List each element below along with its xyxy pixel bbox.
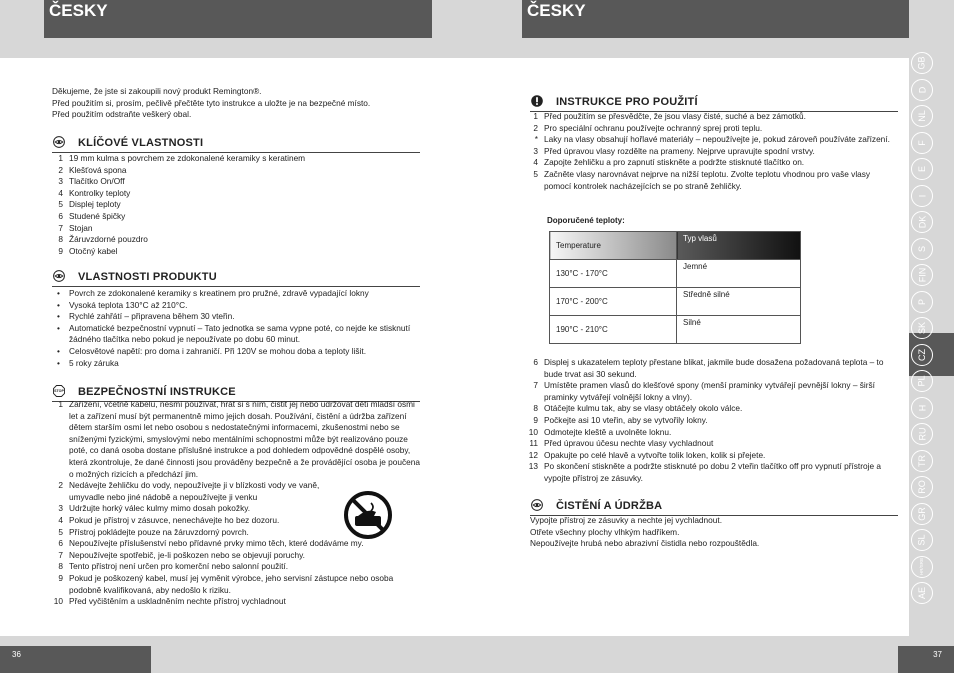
item-number: 1: [58, 153, 63, 163]
list-item: [52, 246, 420, 258]
language-code: S: [916, 245, 927, 252]
language-code: NL: [916, 110, 927, 122]
table-row: [550, 316, 801, 344]
list-item: [52, 153, 420, 165]
language-tab-cz[interactable]: [911, 344, 933, 366]
table-cell: 130°C - 170°C: [550, 260, 677, 288]
section-title: BEZPEČNOSTNÍ INSTRUKCE: [78, 386, 236, 398]
language-code: RO: [917, 480, 927, 494]
item-text: Zařízení, včetně kabelu, nesmí používat, hrát si s ním, čistit jej nebo udržovat děti mladší osmi let a zařízení musí být permanentně mimo jejich dosah. Používání, čistění a údržba zařízení dětem starším osmi let nebo osobou s nedostatečnými informacemi, zkušenostmi nebo se sníženými fyzickými, smyslovými nebo mentálními schopnostmi může být realizováno pouze poté, co daná osoba dostane příslušné instrukce a pod dohledem odpovědné dospělé osoby, která zkontroluje, že dané činnosti jsou prováděny bezpečně a že provádějící osoba je poučena o možných rizicích a předchází jim.: [69, 399, 421, 479]
list-item: [52, 550, 420, 562]
item-text: Displej teploty: [69, 199, 121, 210]
language-code: RU: [917, 427, 927, 441]
item-text: Klešťová spona: [69, 164, 127, 175]
section-product-features: [52, 268, 420, 287]
eye-icon: [531, 499, 543, 511]
list-item: [527, 461, 899, 484]
item-number: 9: [58, 572, 63, 583]
list-item: [527, 380, 899, 403]
item-number: 8: [533, 403, 538, 414]
section-key-features: [52, 134, 420, 153]
item-text: Displej s ukazatelem teploty přestane blikat, jakmile bude dosažena požadovaná teplota – to bude trvat asi 30 sekund.: [544, 357, 884, 379]
table-header-row: [550, 232, 801, 260]
list-item: [52, 480, 331, 503]
right-page-number: 37: [898, 646, 954, 673]
item-number: 4: [533, 157, 538, 168]
list-item: [52, 596, 420, 608]
item-number: 6: [58, 210, 63, 221]
section-cleaning: [530, 497, 898, 516]
item-text: Nepoužívejte příslušenství nebo přídavné prvky mimo těch, které dodáváme my.: [69, 538, 364, 549]
eye-icon: [53, 270, 65, 282]
language-code: FIN: [917, 267, 927, 283]
item-text: Otočný kabel: [69, 245, 118, 256]
item-text: Umístěte pramen vlasů do klešťové spony (menší praminky vytvářejí pevnější lokny – širší praminky vytvářejí volnější lokny a vlny).: [544, 380, 875, 402]
list-item: [527, 450, 899, 462]
item-number: 11: [529, 438, 538, 449]
item-number: 2: [58, 480, 63, 491]
language-tab-h[interactable]: [911, 397, 933, 419]
table-row: [550, 288, 801, 316]
bullet-item: • Celosvětové napětí: pro doma i zahraničí. Při 120V se mohou doba a teploty lišit.: [52, 346, 420, 358]
temperature-table: [549, 231, 801, 344]
item-number: 8: [58, 234, 63, 245]
language-tab-pl[interactable]: [911, 370, 933, 392]
language-code: CZ: [917, 348, 927, 361]
item-text: Udržujte horký válec kulmy mimo dosah pokožky.: [69, 503, 251, 514]
cleaning-line: Vypojte přístroj ze zásuvky a nechte jej vychladnout.: [530, 515, 723, 525]
item-text: Před úpravou účesu nechte vlasy vychladnout: [544, 438, 714, 449]
list-item: [527, 134, 899, 146]
table-cell: 190°C - 210°C: [550, 316, 677, 344]
language-code: SL: [916, 534, 927, 546]
language-tab-gr[interactable]: [911, 503, 933, 525]
section-title: INSTRUKCE PRO POUŽITÍ: [556, 96, 698, 108]
language-tab-i[interactable]: [911, 185, 933, 207]
bullet-item: • Vysoká teplota 130°C až 210°C.: [52, 300, 420, 312]
item-number: 2: [533, 122, 538, 133]
item-number: 8: [58, 561, 63, 572]
language-code: F: [917, 139, 927, 146]
language-code: DK: [916, 215, 927, 229]
key-features-list: [52, 153, 420, 257]
bullet-item: • Rychlé zahřátí – připravena během 30 vteřin.: [52, 311, 420, 323]
list-item: [52, 561, 420, 573]
no-water-icon: [343, 490, 393, 540]
language-tab-ro[interactable]: [911, 476, 933, 498]
item-text: Studené špičky: [69, 210, 126, 221]
list-item: [52, 515, 331, 527]
item-text: Zapojte žehličku a pro zapnutí stiskněte a podržte stisknuté tlačítko on.: [544, 157, 805, 168]
language-code: AE: [916, 586, 927, 600]
table-row: [550, 260, 801, 288]
list-item: [527, 403, 899, 415]
item-number: 10: [53, 596, 63, 607]
language-tab-gb[interactable]: [911, 52, 933, 74]
cleaning-line: Otřete všechny plochy vlhkým hadříkem.: [530, 526, 680, 537]
language-tab-p[interactable]: [911, 291, 933, 313]
item-text: 19 mm kulma s povrchem ze zdokonalené keramiky s keratinem: [69, 153, 306, 163]
language-tab-d[interactable]: [911, 79, 933, 101]
item-number: 4: [58, 514, 63, 525]
language-tab-sk[interactable]: [911, 317, 933, 339]
language-tab-f[interactable]: [911, 132, 933, 154]
bullet-item: • Povrch ze zdokonalené keramiky s kreatinem pro pružné, zdravě vypadající lokny: [52, 288, 420, 300]
table-header-cell: Temperature: [550, 232, 677, 260]
list-item: [527, 357, 899, 380]
table-cell: 170°C - 200°C: [550, 288, 677, 316]
table-cell: Jemné: [677, 260, 801, 288]
item-number: 9: [58, 245, 63, 256]
language-code: TR: [917, 454, 927, 467]
intro-line: Před použitím odstraňte veškerý obal.: [52, 109, 192, 120]
item-number: 3: [58, 503, 63, 514]
language-code: P: [916, 298, 927, 305]
section-title: KLÍČOVÉ VLASTNOSTI: [78, 137, 204, 149]
language-tab-dk[interactable]: [911, 211, 933, 233]
left-page-number: 36: [0, 646, 151, 673]
list-item: [52, 503, 331, 515]
list-item: [527, 123, 899, 135]
list-item: [527, 157, 899, 169]
item-number: 5: [58, 199, 63, 210]
item-text: Otáčejte kulmu tak, aby se vlasy obtáčely okolo válce.: [544, 403, 743, 414]
language-tab-ae[interactable]: [911, 582, 933, 604]
item-text: Před vyčištěním a uskladněním nechte přístroj vychladnout: [69, 596, 286, 607]
item-text: Opakujte po celé hlavě a vytvořte tolik loken, kolik si přejete.: [544, 449, 766, 460]
list-item: [527, 438, 899, 450]
item-number: 6: [58, 538, 63, 549]
item-text: Nedávejte žehličku do vody, nepoužívejte ji v blízkosti vody ve vaně, umyvadle nebo jiné nádobě a nepoužívejte ji venku: [69, 480, 320, 502]
section-instructions: [530, 93, 898, 112]
list-item: [52, 399, 420, 480]
item-text: Laky na vlasy obsahují hořlavé materiály – nepoužívejte je, pokud zároveň používáte zařízení.: [544, 134, 890, 145]
language-tab-s[interactable]: [911, 238, 933, 260]
product-features-list: [52, 288, 420, 369]
instructions-list: [527, 111, 899, 192]
instructions-list-continued: [527, 357, 899, 485]
item-number: 7: [533, 380, 538, 391]
language-code: HR/SRB: [919, 557, 925, 576]
warning-icon: [531, 95, 543, 107]
language-code: GR: [917, 506, 927, 521]
item-text: Před použitím se přesvědčte, že jsou vlasy čisté, suché a bez zámotků.: [544, 111, 806, 121]
item-text: Žáruvzdorné pouzdro: [69, 234, 148, 245]
section-title: VLASTNOSTI PRODUKTU: [78, 271, 217, 283]
stop-label: STOP: [54, 389, 64, 393]
item-number: 4: [58, 187, 63, 198]
language-tab-e[interactable]: [911, 158, 933, 180]
list-item: [52, 573, 420, 596]
intro-line: Děkujeme, že jste si zakoupili nový produkt Remington®.: [52, 86, 262, 96]
bullet-item: • 5 roky záruka: [52, 358, 420, 370]
language-tab-tr[interactable]: [911, 450, 933, 472]
item-text: Přístroj pokládejte pouze na žáruvzdorný povrch.: [69, 526, 249, 537]
item-number: 7: [58, 549, 63, 560]
bullet-item: • Automatické bezpečnostní vypnutí – Tato jednotka se sama vypne poté, co nejde ke stisknutí žádného tlačítka nebo pokud je nepoužívate po dobu 60 minut.: [52, 323, 420, 346]
item-text: Pokud je poškozený kabel, musí jej vyměnit výrobce, jeho servisní zástupce nebo osoba podobně kvalifikovaná, aby nedošlo k riziku.: [69, 572, 394, 595]
language-code: H: [917, 404, 927, 411]
table-header-cell: Typ vlasů: [677, 232, 801, 260]
item-number: 10: [528, 426, 538, 437]
item-number: 2: [58, 164, 63, 175]
item-number: 3: [58, 176, 63, 187]
list-item: [52, 211, 420, 223]
list-item: [527, 427, 899, 439]
item-text: Tlačítko On/Off: [69, 176, 125, 187]
language-code: E: [916, 165, 927, 173]
item-number: 1: [533, 111, 538, 121]
list-item: [52, 176, 420, 188]
table-cell: Silné: [677, 316, 801, 344]
table-cell: Středně silné: [677, 288, 801, 316]
list-item: [52, 165, 420, 177]
item-text: Začněte vlasy narovnávat nejprve na nižší teplotu. Zvolte teplotu vhodnou pro vaše vlasy pomocí kontrolek nacházejících se po straně žehličky.: [544, 168, 871, 191]
list-item: [527, 111, 899, 123]
intro-line: Před použitím si, prosím, pečlivě přečtěte tyto instrukce a uložte je na bezpečné místo.: [52, 97, 371, 108]
item-number: 3: [533, 145, 538, 156]
list-item: [52, 527, 331, 539]
item-text: Tento přístroj není určen pro komerční nebo salonní použití.: [69, 561, 289, 572]
list-item: [52, 188, 420, 200]
language-tab-hr-srb[interactable]: [911, 556, 933, 578]
language-code: I: [916, 194, 927, 197]
cleaning-text: [530, 515, 898, 550]
language-tab-sl[interactable]: [911, 529, 933, 551]
item-text: Stojan: [69, 222, 93, 233]
item-text: Nepoužívejte spotřebič, je-li poškozen nebo se objevují poruchy.: [69, 549, 305, 560]
right-page-header: ČESKY: [522, 0, 909, 38]
language-code: GB: [916, 56, 927, 70]
item-text: Pokud je přístroj v zásuvce, nenechávejte ho bez dozoru.: [69, 514, 280, 525]
left-page-header: ČESKY: [44, 0, 432, 38]
item-number: 12: [528, 449, 538, 460]
language-code: SK: [916, 321, 927, 335]
eye-icon: [53, 136, 65, 148]
item-text: Před úpravou vlasy rozdělte na prameny. Nejprve upravujte spodní vrstvy.: [544, 145, 815, 156]
intro-text: [52, 86, 432, 121]
list-item: [527, 415, 899, 427]
language-tab-fin[interactable]: [911, 264, 933, 286]
item-number: 1: [58, 399, 63, 409]
language-code: PL: [916, 375, 927, 387]
item-number: 5: [58, 526, 63, 537]
item-text: Počkejte asi 10 vteřin, aby se vytvořily lokny.: [544, 414, 708, 425]
item-text: Po skončení stiskněte a podržte stisknuté po dobu 2 vteřin tlačítko off pro vypnutí přístroje a vypojte přístroj ze zásuvky.: [544, 461, 881, 483]
item-text: Pro speciální ochranu používejte ochranný sprej proti teplu.: [544, 122, 763, 133]
item-number: 7: [58, 222, 63, 233]
cleaning-line: Nepoužívejte hrubá nebo abrazivní čistidla nebo rozpouštědla.: [530, 538, 760, 549]
item-number: 5: [533, 168, 538, 179]
list-item: [52, 234, 420, 246]
item-number: 6: [533, 357, 538, 367]
item-text: Kontrolky teploty: [69, 187, 131, 198]
list-item: [52, 199, 420, 211]
section-title: ČISTĚNÍ A ÚDRŽBA: [556, 500, 663, 512]
item-text: Odmotejte kleště a uvolněte loknu.: [544, 426, 672, 437]
item-number: *: [534, 134, 538, 145]
recommended-temps-label: Doporučené teploty:: [547, 216, 625, 225]
language-tab-nl[interactable]: [911, 105, 933, 127]
item-number: 13: [528, 461, 538, 472]
list-item: [527, 169, 899, 192]
language-code: D: [917, 86, 927, 93]
list-item: [52, 223, 420, 235]
language-tab-ru[interactable]: [911, 423, 933, 445]
item-number: 9: [533, 414, 538, 425]
list-item: [527, 146, 899, 158]
